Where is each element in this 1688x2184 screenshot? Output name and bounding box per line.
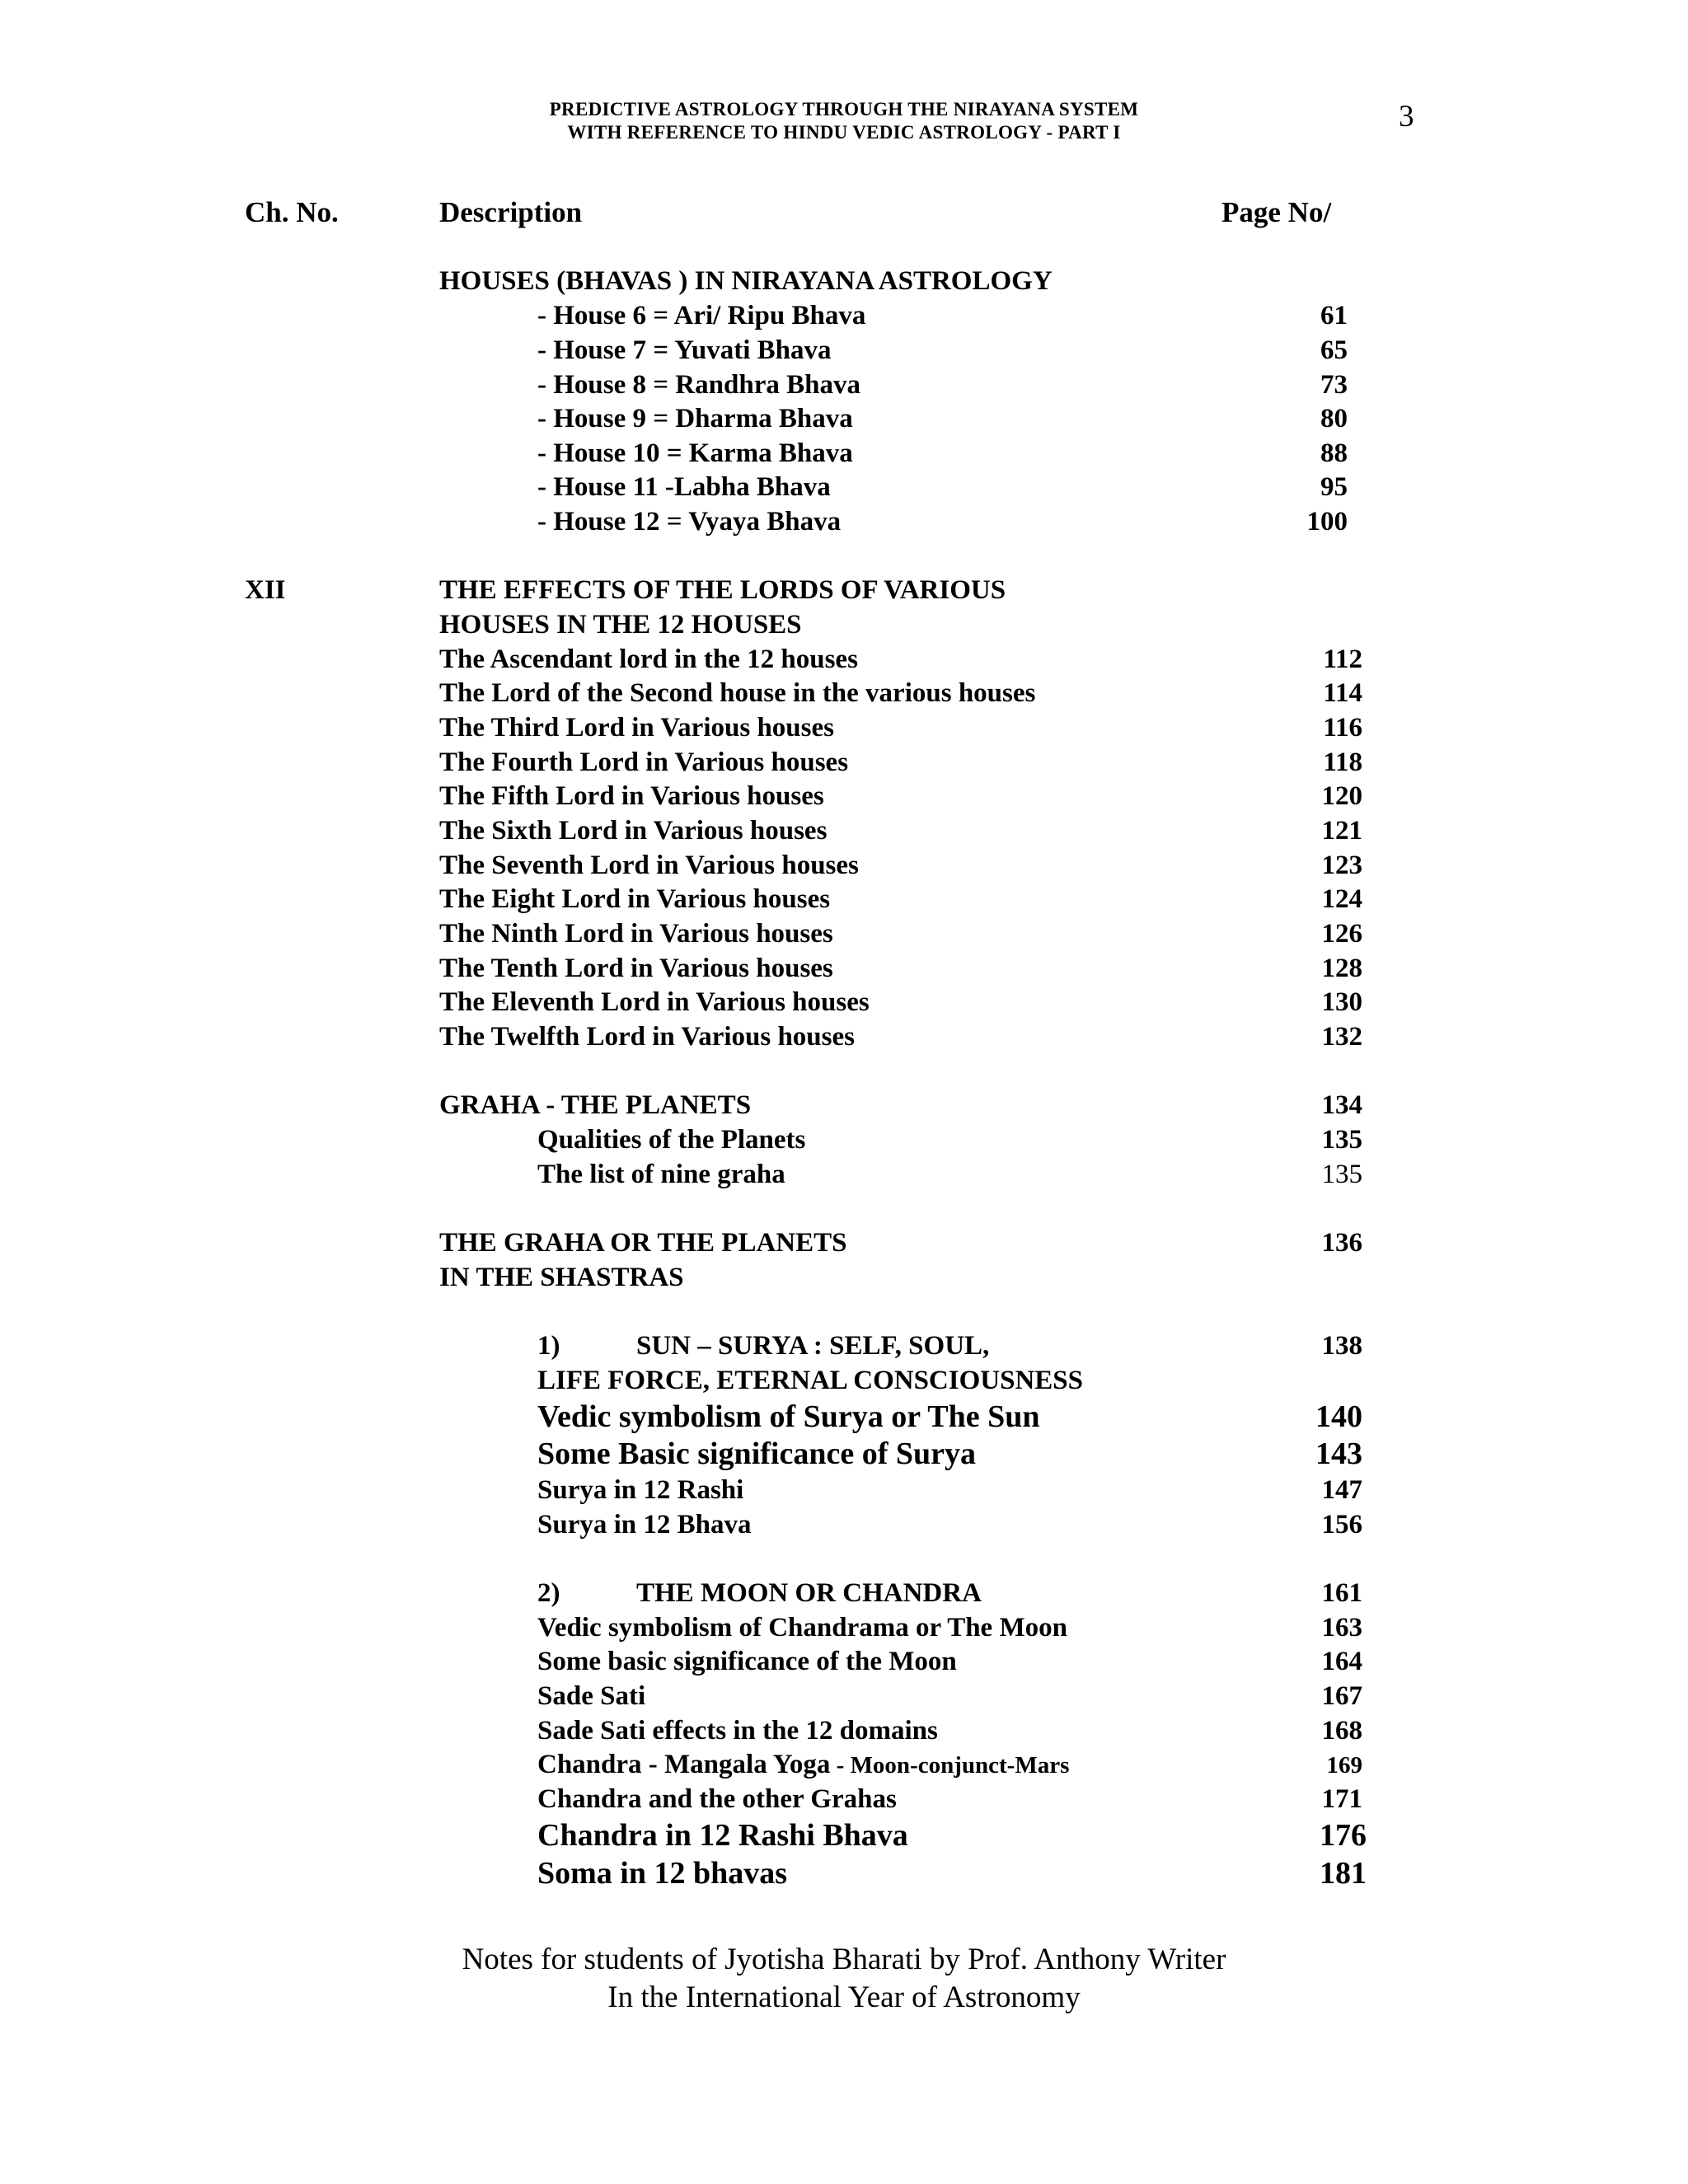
- toc-entry: [0, 335, 1688, 368]
- toc-entry-page: 123: [1321, 851, 1362, 880]
- toc-entry-page: 147: [1321, 1475, 1362, 1505]
- toc-section-heading: [0, 1090, 1688, 1123]
- toc-section-heading: [0, 1228, 1688, 1261]
- toc-entry: [0, 1784, 1688, 1817]
- toc-entry-text: Chandra in 12 Rashi Bhava: [537, 1818, 908, 1853]
- toc-entry-page: 176: [1320, 1818, 1367, 1853]
- toc-section-heading: [0, 1263, 1688, 1296]
- toc-entry-text: Surya in 12 Bhava: [537, 1510, 752, 1540]
- running-header-line-1: PREDICTIVE ASTROLOGY THROUGH THE NIRAYANA SYSTEM: [549, 99, 1139, 120]
- toc-entry-page: 95: [1320, 472, 1348, 502]
- toc-entry-title: Chandra - Mangala Yoga: [537, 1750, 831, 1779]
- toc-entry-text: Soma in 12 bhavas: [537, 1856, 788, 1891]
- toc-entry-page: 88: [1320, 438, 1348, 468]
- footer-line-1: Notes for students of Jyotisha Bharati by Prof. Anthony Writer: [462, 1943, 1226, 1976]
- toc-subsection-heading: [0, 1366, 1688, 1399]
- toc-entry-text: Vedic symbolism of Chandrama or The Moon: [537, 1613, 1067, 1643]
- toc-heading-text: THE EFFECTS OF THE LORDS OF VARIOUS: [439, 575, 1006, 605]
- toc-entry-text: - House 6 = Ari/ Ripu Bhava: [537, 301, 866, 330]
- toc-subsection-heading: [0, 1578, 1688, 1611]
- toc-entry: [0, 1613, 1688, 1646]
- toc-entry-page: 132: [1321, 1022, 1362, 1052]
- footer-line-2: In the International Year of Astronomy: [607, 1980, 1081, 2014]
- toc-entry-page: 169: [1326, 1752, 1362, 1779]
- toc-entry-text: Chandra and the other Grahas: [537, 1784, 897, 1814]
- toc-entry: [0, 884, 1688, 917]
- toc-entry-page: 100: [1306, 507, 1348, 537]
- toc-entry-text: The Fifth Lord in Various houses: [439, 781, 824, 811]
- toc-entry-text: Qualities of the Planets: [537, 1125, 806, 1155]
- toc-entry-page: 134: [1321, 1090, 1362, 1120]
- toc-entry: [0, 507, 1688, 540]
- toc-entry: [0, 404, 1688, 437]
- toc-entry: [0, 1510, 1688, 1543]
- toc-entry: [0, 816, 1688, 849]
- toc-entry: [0, 713, 1688, 746]
- toc-entry-page: 61: [1320, 301, 1348, 330]
- toc-entry-page: 116: [1323, 713, 1362, 743]
- toc-entry: [0, 1436, 1688, 1469]
- toc-entry-page: 73: [1320, 370, 1348, 400]
- toc-entry: [0, 919, 1688, 952]
- toc-entry-text: Some Basic significance of Surya: [537, 1436, 976, 1471]
- toc-heading-title: THE MOON OR CHANDRA: [636, 1578, 982, 1608]
- toc-entry-page: 138: [1321, 1331, 1362, 1361]
- toc-heading-text: [537, 1578, 982, 1609]
- toc-entry: [0, 438, 1688, 471]
- toc-entry-text: The Eleventh Lord in Various houses: [439, 987, 870, 1017]
- toc-heading-text: HOUSES IN THE 12 HOUSES: [439, 610, 802, 640]
- toc-entry-page: 135: [1321, 1125, 1362, 1155]
- toc-entry-page: 168: [1321, 1716, 1362, 1746]
- toc-entry-page: 163: [1321, 1613, 1362, 1643]
- toc-entry-page: 65: [1320, 335, 1348, 365]
- column-heading-description: Description: [439, 196, 583, 228]
- toc-item-number: 1): [537, 1331, 560, 1361]
- toc-entry: [0, 678, 1688, 711]
- toc-entry: [0, 748, 1688, 780]
- toc-entry: [0, 1817, 1688, 1853]
- toc-entry-page: 121: [1321, 816, 1362, 846]
- page-number: 3: [1399, 100, 1414, 134]
- toc-entry-text: The list of nine graha: [537, 1160, 785, 1189]
- toc-heading-text: THE GRAHA OR THE PLANETS: [439, 1228, 847, 1258]
- toc-entry-page: 161: [1321, 1578, 1362, 1608]
- toc-entry: [0, 1750, 1688, 1783]
- toc-entry: [0, 851, 1688, 883]
- toc-entry-text: The Third Lord in Various houses: [439, 713, 834, 743]
- toc-entry-page: 128: [1321, 954, 1362, 983]
- toc-entry: [0, 1125, 1688, 1158]
- toc-heading-text: IN THE SHASTRAS: [439, 1263, 684, 1292]
- toc-entry: [0, 472, 1688, 505]
- toc-entry-page: 143: [1315, 1436, 1362, 1471]
- toc-entry-page: 118: [1323, 748, 1362, 777]
- chapter-number: XII: [245, 575, 286, 605]
- toc-section-heading: [0, 266, 1688, 299]
- toc-entry-text: Surya in 12 Rashi: [537, 1475, 744, 1505]
- toc-entry-text: - House 7 = Yuvati Bhava: [537, 335, 832, 365]
- toc-entry-subtitle: - Moon-conjunct-Mars: [830, 1752, 1070, 1779]
- toc-entry-text: The Lord of the Second house in the various houses: [439, 678, 1036, 708]
- toc-item-number: 2): [537, 1578, 560, 1608]
- toc-entry-text: Vedic symbolism of Surya or The Sun: [537, 1399, 1040, 1434]
- toc-section-heading: [0, 575, 1688, 608]
- running-header-line-2: WITH REFERENCE TO HINDU VEDIC ASTROLOGY - PART I: [567, 122, 1121, 143]
- toc-entry-page: 136: [1321, 1228, 1362, 1258]
- toc-entry: [0, 954, 1688, 987]
- toc-entry-text: - House 10 = Karma Bhava: [537, 438, 853, 468]
- toc-entry-page: 135: [1321, 1160, 1362, 1189]
- toc-entry-text: [537, 1750, 1069, 1780]
- toc-entry-text: - House 11 -Labha Bhava: [537, 472, 831, 502]
- toc-entry-page: 130: [1321, 987, 1362, 1017]
- toc-entry-page: 120: [1321, 781, 1362, 811]
- toc-entry-text: Sade Sati: [537, 1681, 646, 1711]
- toc-entry-text: - House 8 = Randhra Bhava: [537, 370, 860, 400]
- toc-entry-text: The Seventh Lord in Various houses: [439, 851, 859, 880]
- toc-entry-page: 167: [1321, 1681, 1362, 1711]
- column-heading-chapter-number: Ch. No.: [245, 196, 339, 228]
- toc-heading-text: GRAHA - THE PLANETS: [439, 1090, 752, 1120]
- toc-entry-page: 171: [1321, 1784, 1362, 1814]
- toc-section-heading: [0, 610, 1688, 643]
- toc-entry-text: The Twelfth Lord in Various houses: [439, 1022, 855, 1052]
- toc-entry-text: The Sixth Lord in Various houses: [439, 816, 828, 846]
- toc-entry-text: The Tenth Lord in Various houses: [439, 954, 833, 983]
- toc-entry-text: - House 12 = Vyaya Bhava: [537, 507, 842, 537]
- toc-entry-page: 112: [1323, 644, 1362, 674]
- toc-entry-text: The Ninth Lord in Various houses: [439, 919, 833, 949]
- toc-entry: [0, 1399, 1688, 1432]
- toc-entry-text: The Eight Lord in Various houses: [439, 884, 831, 914]
- toc-heading-text: LIFE FORCE, ETERNAL CONSCIOUSNESS: [537, 1366, 1083, 1395]
- toc-entry: [0, 644, 1688, 677]
- toc-entry-page: 124: [1321, 884, 1362, 914]
- toc-heading-text: HOUSES (BHAVAS ) IN NIRAYANA ASTROLOGY: [439, 266, 1053, 296]
- toc-entry: [0, 1647, 1688, 1680]
- toc-entry: [0, 1716, 1688, 1749]
- toc-entry: [0, 301, 1688, 334]
- toc-entry-page: 114: [1323, 678, 1362, 708]
- toc-entry: [0, 987, 1688, 1020]
- toc-entry: [0, 1475, 1688, 1508]
- column-heading-page-number: Page No/: [1221, 196, 1332, 228]
- toc-entry-page: 126: [1321, 919, 1362, 949]
- toc-entry-text: Sade Sati effects in the 12 domains: [537, 1716, 938, 1746]
- toc-entry: [0, 781, 1688, 814]
- toc-entry-page: 156: [1321, 1510, 1362, 1540]
- toc-entry: [0, 1855, 1688, 1891]
- toc-entry-text: Some basic significance of the Moon: [537, 1647, 957, 1676]
- toc-entry: [0, 1160, 1688, 1193]
- toc-entry: [0, 1681, 1688, 1714]
- toc-entry-text: The Fourth Lord in Various houses: [439, 748, 849, 777]
- toc-entry: [0, 1022, 1688, 1055]
- toc-entry-text: - House 9 = Dharma Bhava: [537, 404, 853, 434]
- toc-entry-page: 80: [1320, 404, 1348, 434]
- toc-entry-page: 164: [1321, 1647, 1362, 1676]
- toc-entry-text: The Ascendant lord in the 12 houses: [439, 644, 858, 674]
- toc-heading-text: [537, 1331, 989, 1361]
- toc-heading-title: SUN – SURYA : SELF, SOUL,: [636, 1331, 990, 1361]
- toc-entry-page: 181: [1320, 1856, 1367, 1891]
- toc-entry-page: 140: [1315, 1399, 1362, 1434]
- toc-entry: [0, 370, 1688, 403]
- toc-subsection-heading: [0, 1331, 1688, 1364]
